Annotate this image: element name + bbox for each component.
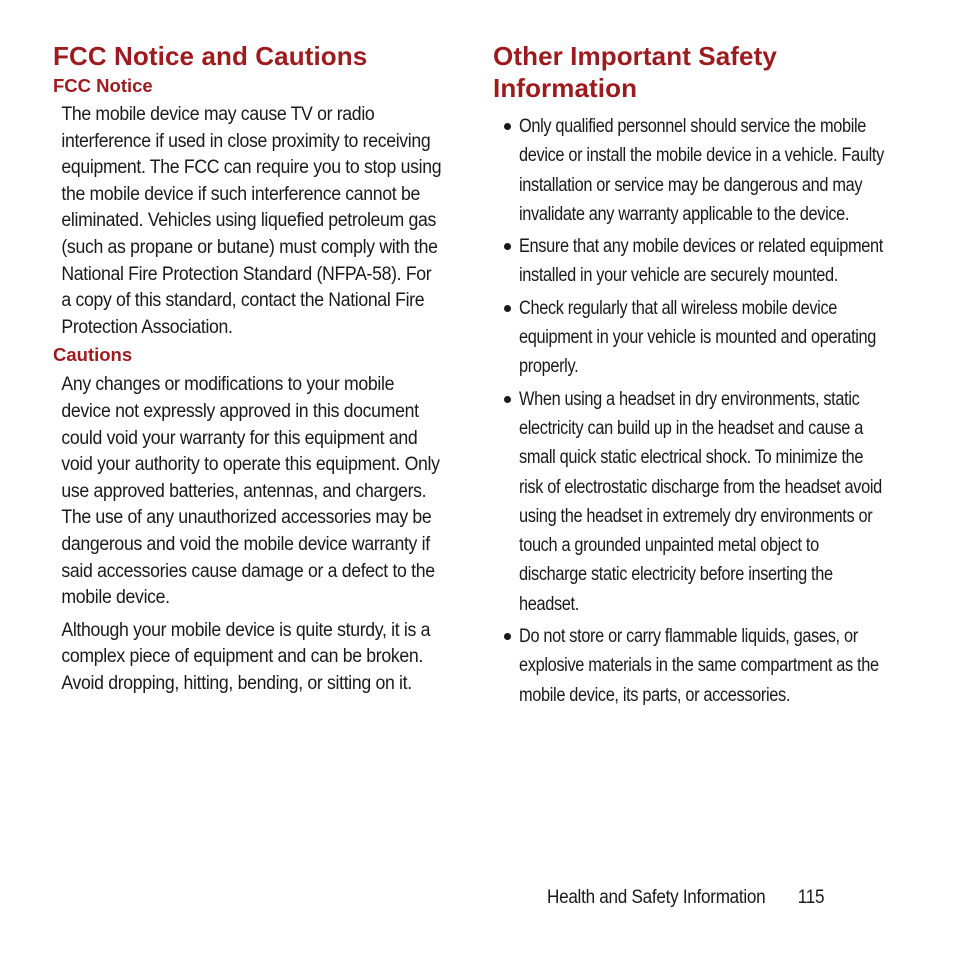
page-number: 115 xyxy=(797,887,825,908)
section-title-fcc: FCC Notice and Cautions xyxy=(53,41,368,71)
bullet-text: Check regularly that all wireless mobile device equipment in your vehicle is mounted and operating properly. xyxy=(519,297,877,378)
bullet-icon xyxy=(504,305,511,312)
list-item xyxy=(493,112,893,229)
page-footer xyxy=(547,885,824,911)
list-item xyxy=(493,622,893,710)
list-item xyxy=(493,294,893,382)
subheading-cautions: Cautions xyxy=(53,344,133,366)
bullet-icon xyxy=(504,633,511,640)
bullet-text: Do not store or carry flammable liquids, gases, or explosive materials in the same compartment as the mobile device, its parts, or accessories. xyxy=(519,626,879,706)
subheading-fcc-notice: FCC Notice xyxy=(53,75,153,96)
safety-bullet-list xyxy=(493,112,893,710)
bullet-text: Only qualified personnel should service the mobile device or install the mobile device in a vehicle. Faulty installation or service may be dangerous and may invalidate any warranty applicable to the device. xyxy=(519,116,884,225)
left-column xyxy=(53,40,448,697)
right-column xyxy=(493,40,893,713)
section-title-other-safety: Other Important Safety Information xyxy=(493,41,777,103)
bullet-text: When using a headset in dry environments, static electricity can build up in the headset and cause a small quick static electrical shock. To minimize the risk of electrostatic discharge from the headset avoid using the headset in extremely dry environments or touch a grounded unpainted metal object to discharge static electricity before inserting the headset. xyxy=(519,388,882,615)
footer-section-name: Health and Safety Information xyxy=(547,887,766,908)
bullet-icon xyxy=(504,123,511,130)
cautions-paragraph-2: Although your mobile device is quite sturdy, it is a complex piece of equipment and can be broken. Avoid dropping, hitting, bending, or sitting on it. xyxy=(61,619,431,694)
list-item xyxy=(493,385,893,619)
bullet-text: Ensure that any mobile devices or related equipment installed in your vehicle are securely mounted. xyxy=(519,236,883,287)
bullet-icon xyxy=(504,243,511,250)
fcc-notice-paragraph: The mobile device may cause TV or radio interference if used in close proximity to receiving equipment. The FCC can require you to stop using the mobile device if such interference cannot be eliminated. Vehicles using liquefied petroleum gas (such as propane or butane) must comply with the National Fire Protection Standard (NFPA-58). For a copy of this standard, contact the National Fire Protection Association. xyxy=(61,104,442,338)
bullet-icon xyxy=(504,396,511,403)
list-item xyxy=(493,232,893,291)
cautions-paragraph-1: Any changes or modifications to your mobile device not expressly approved in this document could void your warranty for this equipment and void your authority to operate this equipment. Only use approved batteries, antennas, and chargers. The use of any unauthorized accessories may be dangerous and void the mobile device warranty if said accessories cause damage or a defect to the mobile device. xyxy=(61,374,440,609)
